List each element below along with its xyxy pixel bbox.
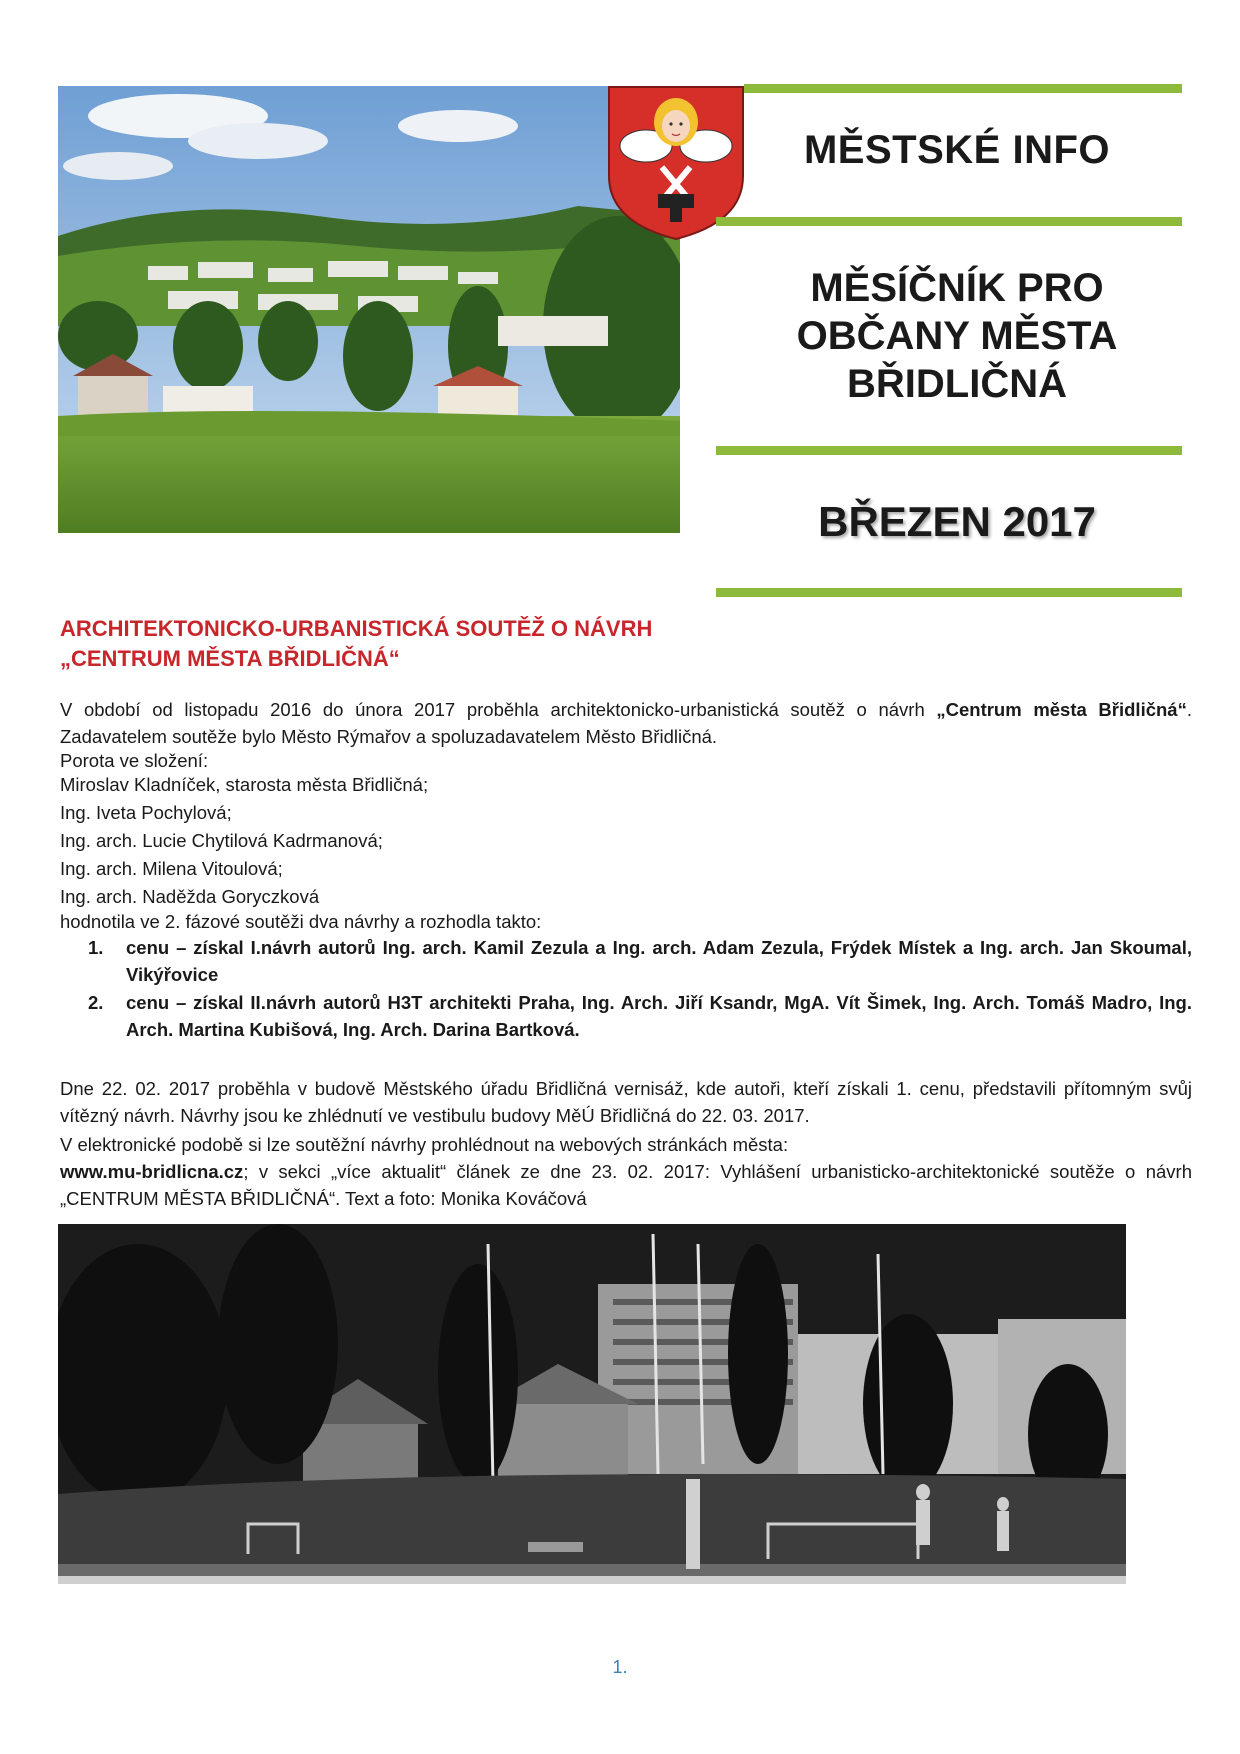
jury-label: Porota ve složení: [60, 750, 209, 771]
intro-text: V období od listopadu 2016 do února 2017 proběhla architektonicko-urbanistická soutěž o návrh [60, 699, 937, 720]
award-text: cenu – získal I.návrh autorů Ing. arch. Kamil Zezula a Ing. arch. Adam Zezula, Frýdek Místek a Ing. arch. Jan Skoumal, Vikýřovice [126, 937, 1192, 985]
header-rule-top [744, 84, 1182, 93]
heading-line: „CENTRUM MĚSTA BŘIDLIČNÁ“ [60, 646, 400, 671]
header-rule-3 [716, 446, 1182, 455]
competition-name: „Centrum města Břidličná“ [936, 699, 1187, 720]
website-link[interactable]: www.mu-bridlicna.cz [60, 1161, 244, 1182]
issue-date: BŘEZEN 2017 [818, 498, 1096, 545]
newsletter-subtitle [722, 264, 1192, 408]
page-number: 1. [612, 1657, 628, 1677]
award-item [88, 989, 1192, 1043]
intro-text-2: . Zadavatelem soutěže bylo Město Rýmařov a spoluzadavatelem Město Břidličná. [60, 699, 1192, 747]
online-intro: V elektronické podobě si lze soutěžní návrhy prohlédnout na webových stránkách města: [60, 1134, 789, 1155]
jury-member: Ing. Iveta Pochylová; [60, 802, 232, 823]
jury-member: Ing. arch. Milena Vitoulová; [60, 858, 283, 879]
award-text: cenu – získal II.návrh autorů H3T architekti Praha, Ing. Arch. Jiří Ksandr, MgA. Vít Šimek, Ing. Arch. Tomáš Madro, Ing. Arch. Martina Kubišová, Ing. Arch. Darina Bartková. [126, 992, 1192, 1040]
header-rule-bottom [716, 588, 1182, 597]
subtitle-line: MĚSÍČNÍK PRO [810, 266, 1104, 310]
article-heading [60, 614, 1180, 674]
jury-member: Ing. arch. Naděžda Goryczková [60, 886, 320, 907]
award-item [88, 934, 1192, 988]
online-paragraph [60, 1131, 1192, 1212]
jury-member: Ing. arch. Lucie Chytilová Kadrmanová; [60, 830, 383, 851]
town-landscape-photo [58, 86, 680, 533]
heading-line: ARCHITEKTONICKO-URBANISTICKÁ SOUTĚŽ O NÁVRH [60, 616, 653, 641]
vernisage-paragraph: Dne 22. 02. 2017 proběhla v budově Městského úřadu Břidličná vernisáž, kde autoři, kteří získali 1. cenu, představili přítomným svůj vítězný návrh. Návrhy jsou ke zhlédnutí ve vestibulu budovy MěÚ Břidličná do 22. 03. 2017. [60, 1078, 1192, 1126]
header-rule-2 [716, 217, 1182, 226]
award-number: 1. [88, 937, 104, 958]
jury-member: Miroslav Kladníček, starosta města Břidličná; [60, 774, 429, 795]
intro-paragraph [60, 696, 1192, 750]
town-centre-photo [58, 1224, 1126, 1584]
subtitle-line: OBČANY MĚSTA [796, 314, 1118, 358]
newsletter-title: MĚSTSKÉ INFO [803, 128, 1111, 172]
subtitle-line: BŘIDLIČNÁ [847, 362, 1067, 406]
online-rest: ; v sekci „více aktualit“ článek ze dne 23. 02. 2017: Vyhlášení urbanisticko-architektonické soutěže o návrh „CENTRUM MĚSTA BŘIDLIČNÁ“. Text a foto: Monika Kováčová [60, 1161, 1192, 1209]
award-number: 2. [88, 992, 104, 1013]
evaluation-text: hodnotila ve 2. fázové soutěži dva návrhy a rozhodla takto: [60, 911, 542, 932]
